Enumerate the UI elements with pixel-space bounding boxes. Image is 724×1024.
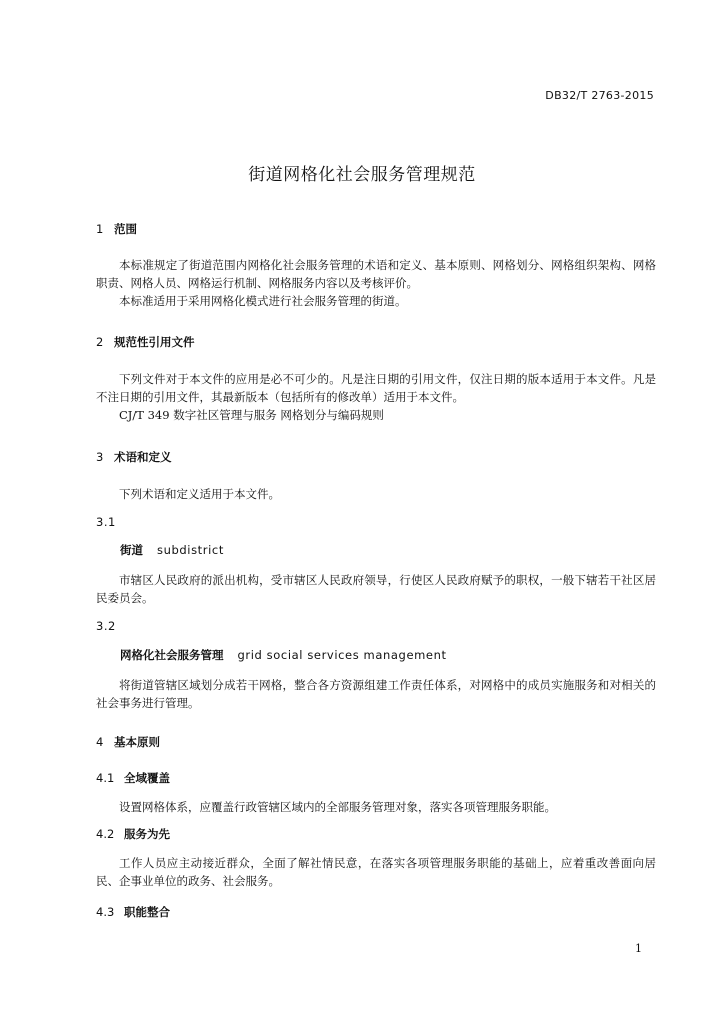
section-4-heading — [96, 734, 160, 750]
clause-number: 4.3 — [96, 905, 115, 919]
term-chinese: 街道 — [120, 543, 143, 557]
standard-code: DB32/T 2763-2015 — [545, 89, 654, 102]
clause-4-1-heading — [96, 770, 170, 786]
normative-reference: CJ/T 349 数字社区管理与服务 网格划分与编码规则 — [119, 408, 384, 422]
document-title: 街道网格化社会服务管理规范 — [248, 165, 476, 185]
section-title: 规范性引用文件 — [114, 335, 195, 349]
section-2-heading — [96, 334, 195, 350]
clause-4-2-paragraph: 工作人员应主动接近群众，全面了解社情民意，在落实各项管理服务职能的基础上，应着重改善面向居民、企事业单位的政务、社会服务。 — [96, 856, 656, 888]
term-chinese: 网格化社会服务管理 — [120, 648, 224, 662]
section-title: 术语和定义 — [114, 450, 172, 464]
clause-title: 服务为先 — [124, 827, 170, 841]
section-3-heading — [96, 449, 172, 465]
section-number: 2 — [96, 335, 104, 349]
term-3-1 — [120, 542, 224, 558]
term-3-1-definition: 市辖区人民政府的派出机构，受市辖区人民政府领导，行使区人民政府赋予的职权，一般下辖若干社区居民委员会。 — [96, 573, 656, 605]
term-3-2-definition: 将街道管辖区域划分成若干网格，整合各方资源组建工作责任体系，对网格中的成员实施服务和对相关的社会事务进行管理。 — [96, 678, 656, 710]
section-number: 3 — [96, 450, 104, 464]
section-2-paragraph-1: 下列文件对于本文件的应用是必不可少的。凡是注日期的引用文件，仅注日期的版本适用于本文件。凡是不注日期的引用文件，其最新版本（包括所有的修改单）适用于本文件。 — [96, 372, 656, 404]
clause-number: 4.1 — [96, 771, 115, 785]
section-number: 4 — [96, 735, 104, 749]
section-title: 基本原则 — [114, 735, 160, 749]
term-english: subdistrict — [157, 543, 224, 557]
section-1-paragraph-2: 本标准适用于采用网格化模式进行社会服务管理的街道。 — [119, 294, 407, 308]
term-3-2 — [120, 647, 447, 663]
term-3-1-number: 3.1 — [96, 515, 116, 529]
term-3-2-number: 3.2 — [96, 619, 116, 633]
section-1-heading — [96, 221, 137, 237]
section-1-paragraph-1: 本标准规定了街道范围内网格化社会服务管理的术语和定义、基本原则、网格划分、网格组织架构、网格职责、网格人员、网格运行机制、网格服务内容以及考核评价。 — [96, 258, 656, 290]
clause-number: 4.2 — [96, 827, 115, 841]
section-3-paragraph-1: 下列术语和定义适用于本文件。 — [119, 487, 280, 501]
section-number: 1 — [96, 222, 104, 236]
clause-4-3-heading — [96, 904, 170, 920]
clause-title: 职能整合 — [124, 905, 170, 919]
clause-4-1-paragraph: 设置网格体系，应覆盖行政管辖区域内的全部服务管理对象，落实各项管理服务职能。 — [119, 800, 556, 814]
page-number: 1 — [635, 942, 642, 955]
term-english: grid social services management — [237, 648, 447, 662]
section-title: 范围 — [114, 222, 137, 236]
clause-4-2-heading — [96, 826, 170, 842]
clause-title: 全域覆盖 — [124, 771, 170, 785]
